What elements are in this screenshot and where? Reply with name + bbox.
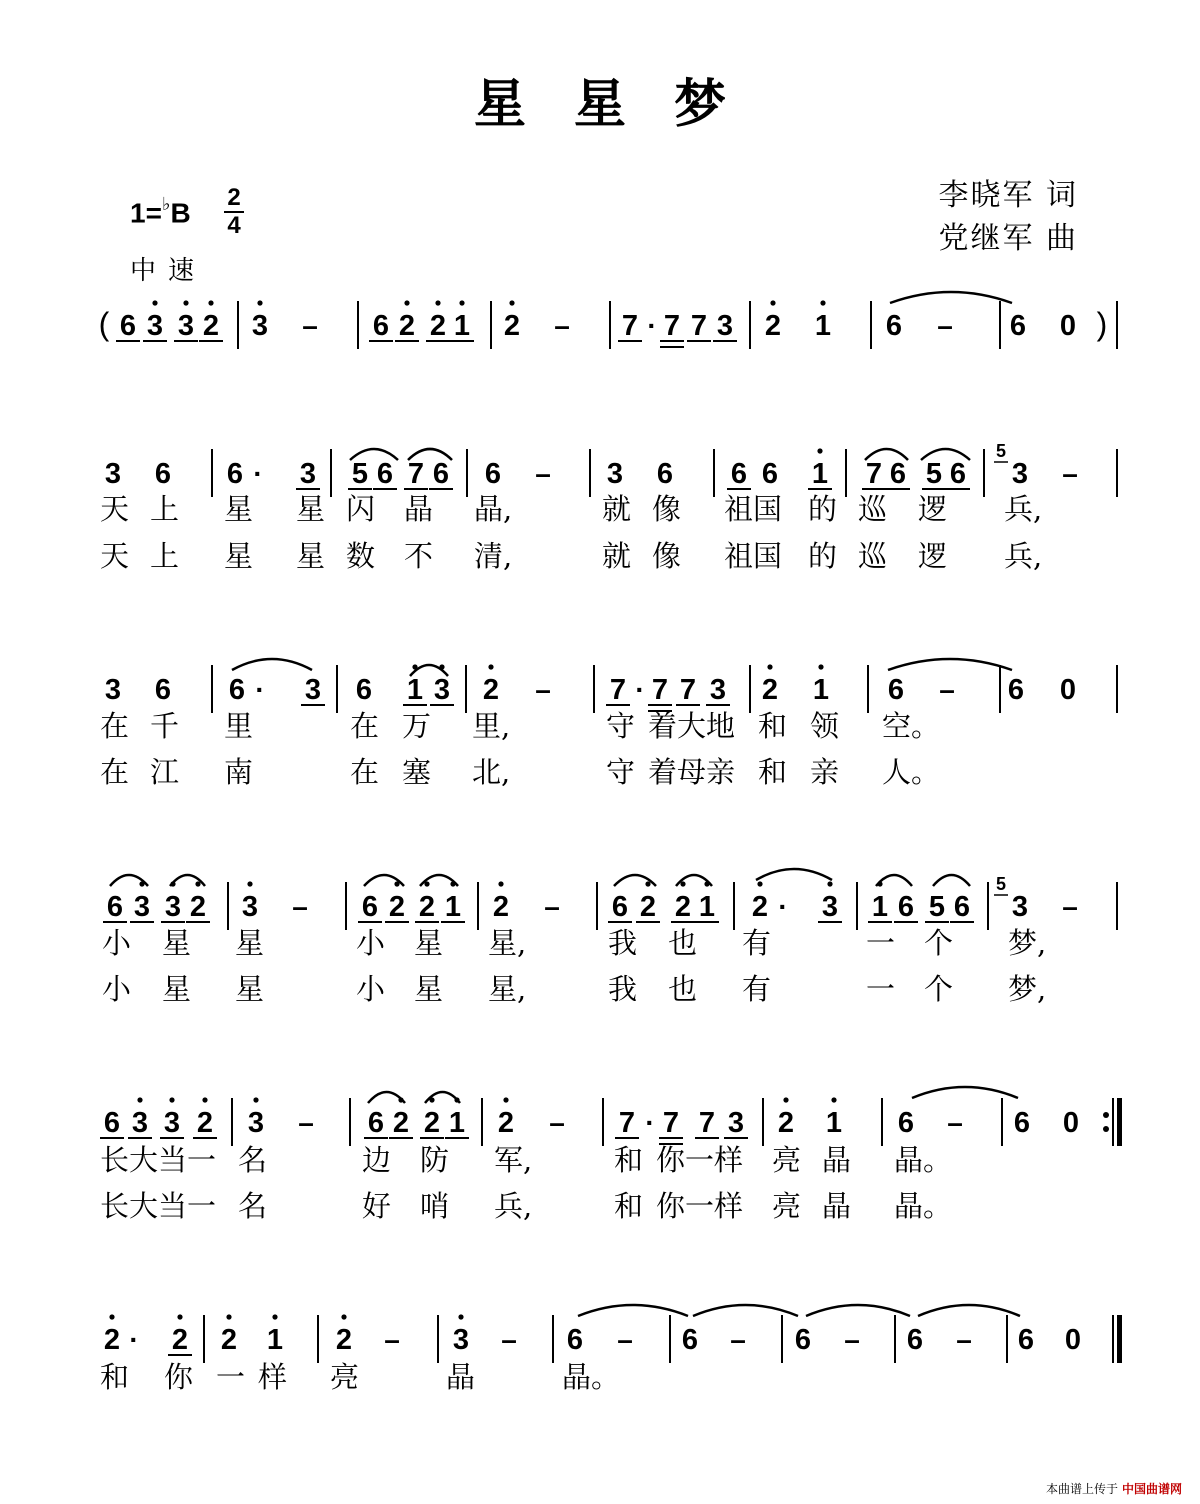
dash-note: –	[956, 1324, 972, 1355]
note: 1	[444, 891, 462, 923]
note: 2	[189, 891, 207, 923]
note: 6	[906, 1324, 924, 1356]
note: 3	[1011, 891, 1029, 923]
note: 6	[887, 674, 905, 706]
note: 7	[407, 458, 425, 490]
note: 2	[418, 891, 436, 923]
flat-sign: ♭	[161, 194, 171, 214]
note: 3	[133, 891, 151, 923]
lyric-syllable: 数	[346, 539, 376, 573]
note: 6	[355, 674, 373, 706]
note: 6	[1013, 1107, 1031, 1139]
note: 6	[228, 674, 246, 706]
lyric-syllable: 着母亲	[648, 755, 736, 789]
note: 2	[196, 1107, 214, 1139]
lyric-syllable: 里	[224, 709, 254, 743]
note: 6	[889, 458, 907, 490]
augmentation-dot: ·	[645, 1107, 655, 1138]
dash-note: –	[1062, 458, 1078, 489]
tempo-marking: 中速	[130, 256, 207, 286]
note: 6	[730, 458, 748, 490]
lyric-syllable: 样	[258, 1360, 288, 1394]
lyric-syllable: 的	[808, 492, 838, 526]
lyric-syllable: 晶。	[562, 1360, 621, 1394]
note: 1	[266, 1324, 284, 1356]
augmentation-dot: ·	[253, 458, 263, 489]
note: 6	[897, 1107, 915, 1139]
note: 3	[164, 891, 182, 923]
lyric-syllable: 你一样	[656, 1143, 744, 1177]
note: 2	[761, 674, 779, 706]
dash-note: –	[535, 458, 551, 489]
lyric-syllable: 塞	[402, 755, 432, 789]
note: 3	[433, 674, 451, 706]
lyric-syllable: 逻	[918, 492, 948, 526]
note: 3	[163, 1107, 181, 1139]
lyric-syllable: 兵,	[1004, 492, 1043, 526]
lyric-syllable: 小	[356, 972, 386, 1006]
dash-note: –	[302, 310, 318, 341]
note: 1	[406, 674, 424, 706]
key-note: B	[170, 197, 191, 229]
dash-note: –	[937, 310, 953, 341]
lyric-syllable: 亲	[810, 755, 840, 789]
lyric-syllable: 江	[150, 755, 180, 789]
lyric-syllable: 也	[668, 972, 698, 1006]
lyric-syllable: 也	[668, 926, 698, 960]
note: 6	[226, 458, 244, 490]
lyric-syllable: 我	[608, 926, 638, 960]
lyric-syllable: 星	[162, 972, 192, 1006]
note: 2	[751, 891, 769, 923]
composer-credit: 党继军 曲	[938, 221, 1078, 256]
note: 3	[247, 1107, 265, 1139]
lyric-syllable: 兵,	[494, 1189, 533, 1223]
lyric-syllable: 亮	[772, 1143, 802, 1177]
paren-close: )	[1096, 306, 1108, 342]
site-logo: 中国曲谱网	[1121, 1482, 1182, 1496]
lyric-syllable: 亮	[330, 1360, 360, 1394]
note: 3	[131, 1107, 149, 1139]
note: 1	[871, 891, 889, 923]
lyric-syllable: 不	[404, 539, 434, 573]
lyric-syllable: 有	[742, 972, 772, 1006]
lyric-syllable: 个	[924, 972, 954, 1006]
note: 6	[761, 458, 779, 490]
note: 3	[821, 891, 839, 923]
note: 3	[1011, 458, 1029, 490]
note: 2	[674, 891, 692, 923]
lyric-syllable: 南	[224, 755, 254, 789]
footer-credit	[1046, 1480, 1182, 1497]
footer-text: 本曲谱上传于	[1045, 1482, 1118, 1496]
lyric-syllable: 好	[362, 1189, 392, 1223]
note: 6	[953, 891, 971, 923]
note: 0	[1064, 1324, 1082, 1356]
note: 1	[811, 458, 829, 490]
lyric-syllable: 星	[414, 926, 444, 960]
lyric-syllable: 像	[652, 539, 682, 573]
lyric-syllable: 小	[102, 972, 132, 1006]
note: 6	[656, 458, 674, 490]
lyric-syllable: 兵,	[1004, 539, 1043, 573]
lyric-syllable: 一	[216, 1360, 246, 1394]
song-title: 星星梦	[473, 74, 774, 135]
lyric-syllable: 在	[350, 755, 380, 789]
dash-note: –	[549, 1107, 565, 1138]
lyric-syllable: 一	[866, 972, 896, 1006]
note: 7	[621, 310, 639, 342]
dash-note: –	[1062, 891, 1078, 922]
dash-note: –	[554, 310, 570, 341]
note: 2	[202, 310, 220, 342]
lyric-syllable: 巡	[858, 539, 888, 573]
lyric-syllable: 我	[608, 972, 638, 1006]
note: 0	[1059, 310, 1077, 342]
lyric-syllable: 和	[758, 709, 788, 743]
lyric-syllable: 就	[602, 492, 632, 526]
lyric-syllable: 就	[602, 539, 632, 573]
lyric-syllable: 祖国	[724, 492, 783, 526]
lyric-syllable: 晶	[822, 1189, 852, 1223]
lyric-syllable: 你	[164, 1360, 194, 1394]
lyric-syllable: 祖国	[724, 539, 783, 573]
grace-note: 5	[995, 441, 1007, 461]
note: 6	[376, 458, 394, 490]
lyric-syllable: 像	[652, 492, 682, 526]
note: 7	[609, 674, 627, 706]
note: 7	[618, 1107, 636, 1139]
lyric-syllable: 领	[810, 709, 840, 743]
lyric-syllable: 星	[224, 539, 254, 573]
note: 3	[146, 310, 164, 342]
note: 2	[220, 1324, 238, 1356]
note: 2	[639, 891, 657, 923]
note: 6	[432, 458, 450, 490]
lyric-syllable: 晶,	[474, 492, 513, 526]
note: 2	[503, 310, 521, 342]
note: 2	[492, 891, 510, 923]
note: 3	[241, 891, 259, 923]
note: 2	[388, 891, 406, 923]
dash-note: –	[292, 891, 308, 922]
lyric-syllable: 闪	[346, 492, 376, 526]
augmentation-dot: ·	[635, 674, 645, 705]
note: 6	[372, 310, 390, 342]
note: 6	[103, 1107, 121, 1139]
note: 0	[1059, 674, 1077, 706]
lyric-syllable: 星	[296, 539, 326, 573]
lyric-syllable: 哨	[420, 1189, 450, 1223]
lyric-syllable: 晶	[822, 1143, 852, 1177]
note: 2	[392, 1107, 410, 1139]
note: 7	[651, 674, 669, 706]
lyric-syllable: 星	[224, 492, 254, 526]
lyric-syllable: 小	[356, 926, 386, 960]
note: 5	[928, 891, 946, 923]
dash-note: –	[298, 1107, 314, 1138]
note: 7	[865, 458, 883, 490]
dash-note: –	[730, 1324, 746, 1355]
lyric-syllable: 和	[100, 1360, 130, 1394]
note: 1	[698, 891, 716, 923]
note: 2	[398, 310, 416, 342]
lyric-syllable: 天	[100, 492, 130, 526]
note: 3	[452, 1324, 470, 1356]
lyric-syllable: 星	[296, 492, 326, 526]
note: 0	[1062, 1107, 1080, 1139]
note: 3	[606, 458, 624, 490]
lyric-syllable: 北,	[472, 755, 511, 789]
lyric-syllable: 边	[362, 1143, 392, 1177]
lyric-syllable: 小	[102, 926, 132, 960]
lyric-syllable: 晶。	[894, 1189, 953, 1223]
dash-note: –	[939, 674, 955, 705]
lyric-syllable: 星,	[488, 926, 527, 960]
lyric-syllable: 和	[758, 755, 788, 789]
note: 3	[299, 458, 317, 490]
augmentation-dot: ·	[778, 891, 788, 922]
note: 2	[482, 674, 500, 706]
note: 6	[949, 458, 967, 490]
lyric-syllable: 军,	[494, 1143, 533, 1177]
dash-note: –	[844, 1324, 860, 1355]
augmentation-dot: ·	[255, 674, 265, 705]
lyric-syllable: 防	[420, 1143, 450, 1177]
lyric-syllable: 星,	[488, 972, 527, 1006]
note: 3	[104, 674, 122, 706]
lyric-syllable: 的	[808, 539, 838, 573]
lyric-syllable: 上	[150, 492, 180, 526]
dash-note: –	[947, 1107, 963, 1138]
note: 1	[814, 310, 832, 342]
note: 7	[679, 674, 697, 706]
note: 6	[484, 458, 502, 490]
lyric-syllable: 星	[414, 972, 444, 1006]
note: 6	[1017, 1324, 1035, 1356]
lyric-syllable: 梦,	[1008, 972, 1047, 1006]
dash-note: –	[617, 1324, 633, 1355]
augmentation-dot: ·	[647, 310, 657, 341]
note: 3	[709, 674, 727, 706]
lyric-syllable: 在	[100, 709, 130, 743]
lyric-syllable: 名	[238, 1189, 268, 1223]
note: 1	[812, 674, 830, 706]
lyric-syllable: 和	[614, 1143, 644, 1177]
note: 7	[662, 1107, 680, 1139]
paren-open: (	[98, 306, 110, 342]
note: 2	[171, 1324, 189, 1356]
note: 6	[611, 891, 629, 923]
note: 6	[885, 310, 903, 342]
meter-bottom: 4	[227, 212, 241, 239]
lyric-syllable: 巡	[858, 492, 888, 526]
lyric-syllable: 清,	[474, 539, 513, 573]
note: 2	[429, 310, 447, 342]
lyric-syllable: 在	[100, 755, 130, 789]
lyric-syllable: 星	[235, 926, 265, 960]
augmentation-dot: ·	[129, 1324, 139, 1355]
note: 3	[251, 310, 269, 342]
lyricist-credit: 李晓军 词	[938, 178, 1078, 213]
lyric-syllable: 你一样	[656, 1189, 744, 1223]
note: 3	[716, 310, 734, 342]
lyric-syllable: 个	[924, 926, 954, 960]
lyric-syllable: 在	[350, 709, 380, 743]
note: 6	[106, 891, 124, 923]
note: 7	[690, 310, 708, 342]
lyric-syllable: 名	[238, 1143, 268, 1177]
lyric-syllable: 长大当一	[100, 1143, 217, 1177]
note: 7	[663, 310, 681, 342]
key-prefix: 1=	[130, 197, 162, 229]
note: 6	[154, 458, 172, 490]
lyric-syllable: 一	[866, 926, 896, 960]
lyric-syllable: 里,	[472, 709, 511, 743]
note: 6	[1009, 310, 1027, 342]
note: 6	[119, 310, 137, 342]
note: 5	[351, 458, 369, 490]
note: 6	[367, 1107, 385, 1139]
note: 3	[104, 458, 122, 490]
lyric-syllable: 上	[150, 539, 180, 573]
lyric-syllable: 有	[742, 926, 772, 960]
note: 6	[1007, 674, 1025, 706]
meter-top: 2	[227, 184, 241, 211]
lyric-syllable: 天	[100, 539, 130, 573]
note: 1	[453, 310, 471, 342]
note: 7	[698, 1107, 716, 1139]
lyric-syllable: 万	[402, 709, 432, 743]
grace-note: 5	[995, 874, 1007, 894]
note: 2	[777, 1107, 795, 1139]
note: 2	[497, 1107, 515, 1139]
note: 1	[448, 1107, 466, 1139]
note: 2	[103, 1324, 121, 1356]
lyric-syllable: 晶。	[894, 1143, 953, 1177]
lyric-syllable: 亮	[772, 1189, 802, 1223]
note: 3	[727, 1107, 745, 1139]
lyric-syllable: 空。	[882, 709, 941, 743]
lyric-syllable: 守	[606, 709, 636, 743]
note: 3	[304, 674, 322, 706]
note: 3	[177, 310, 195, 342]
note: 2	[335, 1324, 353, 1356]
note: 6	[794, 1324, 812, 1356]
note: 5	[925, 458, 943, 490]
lyric-syllable: 晶	[404, 492, 434, 526]
lyric-syllable: 星	[235, 972, 265, 1006]
lyric-syllable: 守	[606, 755, 636, 789]
lyric-syllable: 星	[162, 926, 192, 960]
lyric-syllable: 逻	[918, 539, 948, 573]
note: 1	[825, 1107, 843, 1139]
note: 6	[566, 1324, 584, 1356]
lyric-syllable: 人。	[882, 755, 941, 789]
note: 6	[361, 891, 379, 923]
note: 2	[423, 1107, 441, 1139]
note: 6	[897, 891, 915, 923]
note: 6	[154, 674, 172, 706]
dash-note: –	[535, 674, 551, 705]
lyric-syllable: 梦,	[1008, 926, 1047, 960]
lyric-syllable: 和	[614, 1189, 644, 1223]
lyric-syllable: 千	[150, 709, 180, 743]
dash-note: –	[544, 891, 560, 922]
note: 2	[764, 310, 782, 342]
note: 6	[681, 1324, 699, 1356]
lyric-syllable: 着大地	[648, 709, 736, 743]
lyric-syllable: 晶	[446, 1360, 476, 1394]
lyric-syllable: 长大当一	[100, 1189, 217, 1223]
dash-note: –	[384, 1324, 400, 1355]
dash-note: –	[501, 1324, 517, 1355]
